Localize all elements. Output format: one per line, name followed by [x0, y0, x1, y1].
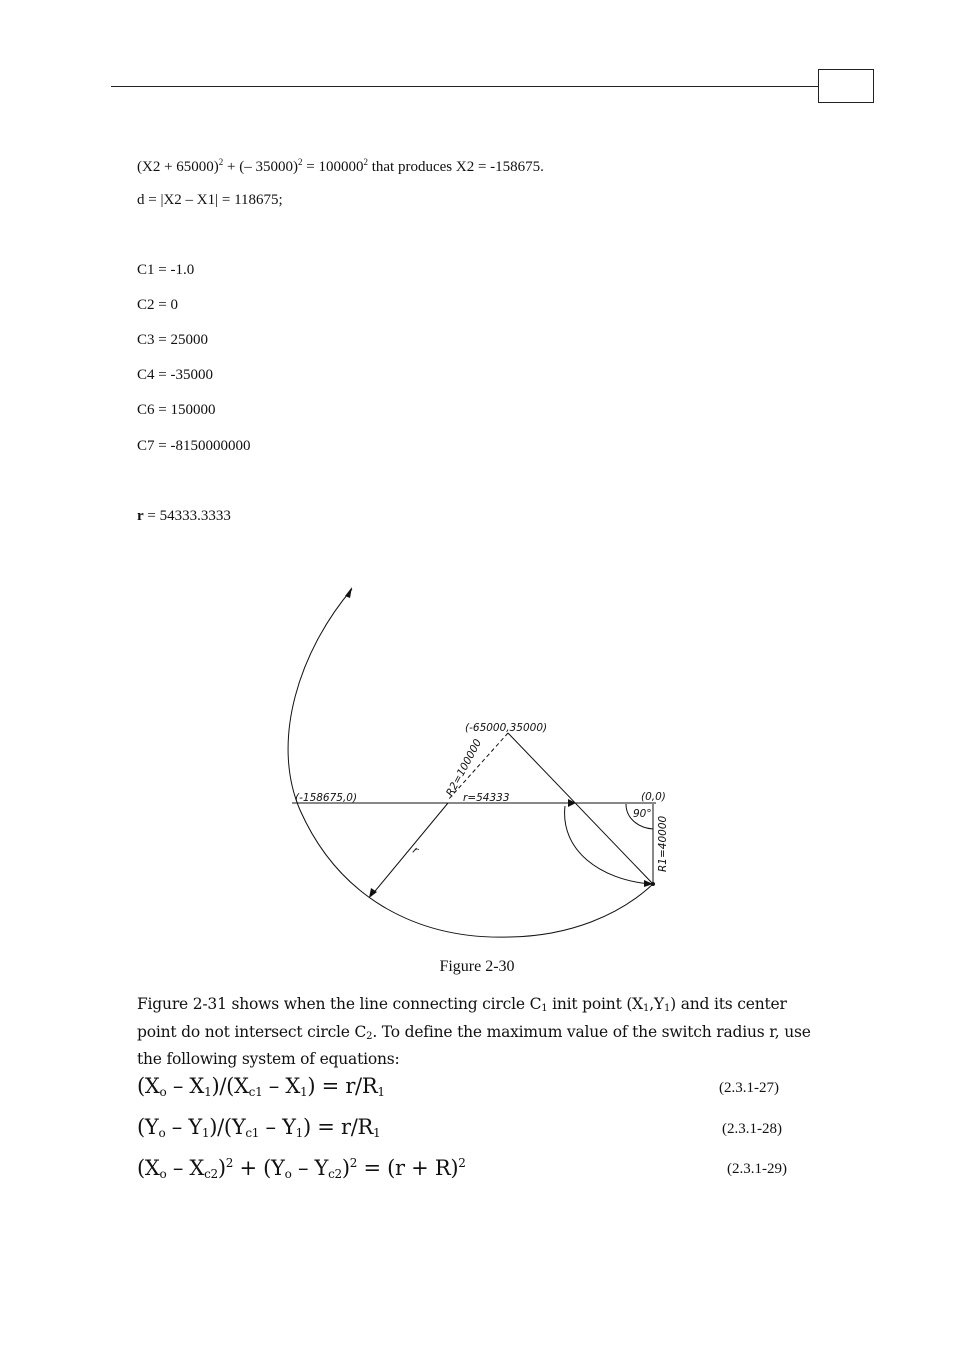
equation-x2-line: $(X2 + 65000)^2$ + (– $35000)^2 = 100000^2$ that produces X2 = -158675.	[137, 157, 544, 175]
label-center: (-65000,35000)	[465, 722, 548, 734]
coefficient-c1: C1 = -1.0	[137, 262, 195, 278]
arrowhead-top	[345, 587, 352, 598]
equation-28: $(Y_o - Y_1)/(Y_{c1} - Y_1) = r/R_1$	[137, 1115, 381, 1140]
coefficient-c3: C3 = 25000	[137, 332, 208, 348]
equation-number-28: (2.3.1-28)	[722, 1121, 782, 1137]
equation-29: $(X_o - X_{c2})^2 + (Y_o - Y_{c2})^2 = (r + R)^2$	[137, 1156, 466, 1181]
center-to-init-line	[508, 733, 653, 884]
label-angle: 90°	[633, 808, 652, 820]
label-left-point: (-158675,0)	[295, 792, 358, 804]
radius-result: r = 54333.3333	[137, 508, 231, 524]
coefficient-c4: C4 = -35000	[137, 367, 213, 383]
label-r: r=54333	[463, 792, 510, 804]
init-point-dot	[651, 882, 655, 886]
coefficient-c2: C2 = 0	[137, 297, 178, 313]
label-r2: R2=100000	[444, 737, 485, 799]
label-small-r: r	[410, 844, 421, 857]
equation-27: $(X_o - X_1)/(X_{c1} - X_1) = r/R_1$	[137, 1074, 385, 1099]
body-paragraph: Figure 2-31 shows when the line connecting circle $C_1$ init point $(X_1,Y_1)$ and its center point do not intersect circle $C_2$. To define the maximum value of the switch radius r, use the following system of equations:	[137, 995, 811, 1068]
coefficient-c6: C6 = 150000	[137, 402, 216, 418]
equation-number-27: (2.3.1-27)	[719, 1080, 779, 1096]
radius-r-line	[371, 803, 448, 896]
label-r1: R1=40000	[657, 815, 669, 872]
figure-caption: Figure 2-30	[439, 958, 515, 975]
label-origin: (0,0)	[641, 791, 666, 803]
distance-line: d = |X2 – X1| = 118675;	[137, 192, 283, 208]
coefficient-c7: C7 = -8150000000	[137, 438, 251, 454]
equation-number-29: (2.3.1-29)	[727, 1161, 787, 1177]
